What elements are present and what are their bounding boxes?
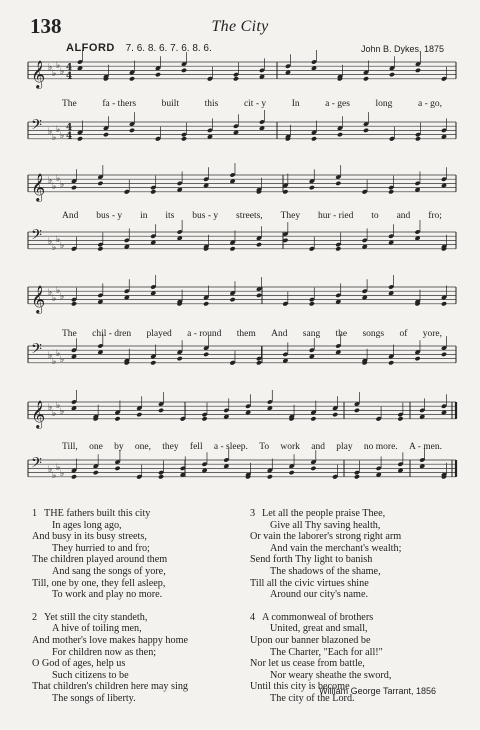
- verse-line: Nor weary sheathe the sword,: [270, 669, 392, 681]
- verse-line: And sang the songs of yore,: [52, 565, 166, 577]
- bass-clef-icon: 𝄢: [31, 341, 42, 361]
- note-head: [354, 408, 360, 413]
- note-head: [229, 297, 235, 302]
- flat-icon: ♭: [48, 176, 53, 186]
- flat-icon: ♭: [52, 243, 57, 253]
- note-head: [363, 76, 369, 81]
- verse-line: Till, one by one, they fell asleep,: [32, 577, 166, 589]
- text-author: William George Tarrant, 1856: [319, 686, 436, 696]
- meter: 7. 6. 8. 6. 7. 6. 8. 6.: [125, 43, 212, 54]
- time-signature: 4: [66, 123, 73, 133]
- flat-icon: ♭: [52, 182, 57, 192]
- note-head: [441, 301, 447, 306]
- treble-clef-icon: 𝄞: [31, 59, 46, 88]
- flat-icon: ♭: [48, 63, 53, 73]
- flat-icon: ♭: [60, 180, 65, 190]
- verse-line: Give all Thy saving health,: [270, 519, 381, 531]
- lyric-syllable: in: [140, 211, 148, 221]
- verse-line: The children played around them: [32, 554, 168, 566]
- bass-clef-icon: 𝄢: [31, 455, 42, 475]
- lyric-line: [62, 99, 442, 109]
- flat-icon: ♭: [52, 133, 57, 143]
- lyric-syllable: and: [311, 442, 325, 452]
- lyric-syllable: sang: [302, 329, 321, 339]
- note-head: [201, 416, 207, 421]
- flat-icon: ♭: [48, 288, 53, 298]
- flat-icon: ♭: [56, 235, 61, 245]
- lyric-syllable: The: [62, 329, 77, 339]
- note-head: [71, 301, 77, 306]
- note-head: [309, 301, 315, 306]
- hymn-number: 138: [30, 14, 62, 38]
- note-head: [415, 136, 421, 141]
- note-head: [397, 416, 403, 421]
- verses-left-column: [32, 508, 242, 716]
- lyric-syllable: a - go,: [417, 99, 442, 109]
- verse-line: And busy in its busy streets,: [32, 531, 147, 543]
- note-head: [129, 76, 135, 81]
- verse-2: [32, 612, 242, 705]
- lyric-syllable: a - sleep.: [213, 442, 248, 452]
- verse-line: [32, 612, 242, 624]
- note-head: [256, 293, 262, 298]
- note-head: [310, 466, 316, 471]
- flat-icon: ♭: [56, 61, 61, 71]
- lyric-syllable: and: [396, 211, 411, 221]
- lyric-syllable: this: [204, 99, 219, 109]
- verse-line: O God of ages, help us: [32, 658, 126, 670]
- note-head: [414, 356, 420, 361]
- verse-line: Send forth Thy light to banish: [250, 554, 373, 566]
- lyric-syllable: bus - y: [96, 211, 123, 221]
- lyric-syllable: Till,: [62, 442, 78, 452]
- lyric-syllable: a - ges: [325, 99, 350, 109]
- verse-number: 1: [32, 508, 38, 519]
- note-head: [332, 412, 338, 417]
- lyric-syllable: And: [271, 329, 288, 339]
- note-head: [289, 470, 295, 475]
- verse-number: 2: [32, 611, 38, 623]
- bass-clef-icon: 𝄢: [31, 117, 42, 137]
- flat-icon: ♭: [48, 237, 53, 247]
- note-head: [389, 72, 395, 77]
- lyric-syllable: They: [280, 211, 301, 221]
- lyric-syllable: built: [161, 99, 180, 109]
- verse-line: And vain the merchant's wealth;: [270, 542, 402, 554]
- note-head: [150, 360, 156, 365]
- flat-icon: ♭: [56, 125, 61, 135]
- verse-line: The Charter, "Each for all!": [270, 646, 383, 658]
- lyric-syllable: one,: [134, 442, 151, 452]
- note-head: [177, 356, 183, 361]
- verse-line: Till all the civic virtues shine: [250, 577, 369, 589]
- note-head: [71, 185, 77, 190]
- note-head: [136, 412, 142, 417]
- flat-icon: ♭: [60, 407, 65, 417]
- note-head: [158, 408, 164, 413]
- note-head: [256, 242, 262, 247]
- treble-clef-icon: 𝄞: [31, 172, 46, 201]
- lyric-syllable: The: [62, 99, 77, 109]
- lyric-line: [62, 442, 442, 452]
- verse-line: [250, 612, 460, 624]
- lyric-syllable: In: [291, 99, 300, 109]
- note-head: [335, 181, 341, 186]
- flat-icon: ♭: [60, 241, 65, 251]
- verse-line: Around our city's name.: [270, 589, 369, 601]
- lyric-syllable: long: [375, 99, 393, 109]
- flat-icon: ♭: [52, 409, 57, 419]
- lyric-syllable: fro;: [428, 211, 442, 221]
- note-head: [114, 416, 120, 421]
- lyric-syllable: cit - y: [243, 99, 267, 109]
- verse-line: They hurried to and fro;: [52, 542, 150, 554]
- flat-icon: ♭: [56, 401, 61, 411]
- note-head: [77, 136, 83, 141]
- verse-line-text: A commonweal of brothers: [262, 611, 374, 623]
- bass-clef-icon: 𝄢: [31, 227, 42, 247]
- verse-line: The shadows of the shame,: [270, 565, 381, 577]
- flat-icon: ♭: [48, 465, 53, 475]
- lyric-syllable: played: [146, 329, 172, 339]
- flat-icon: ♭: [52, 69, 57, 79]
- note-head: [441, 352, 447, 357]
- time-signature: 4: [66, 131, 73, 142]
- verse-line: For children now as then;: [52, 646, 157, 658]
- lyric-syllable: of: [399, 329, 408, 339]
- verse-line: [250, 508, 460, 520]
- verse-line-text: Yet still the city standeth,: [44, 611, 148, 623]
- verse-1: [32, 508, 242, 601]
- flat-icon: ♭: [60, 355, 65, 365]
- flat-icon: ♭: [56, 286, 61, 296]
- lyric-syllable: no more.: [363, 442, 398, 452]
- note-head: [256, 360, 262, 365]
- flat-icon: ♭: [56, 463, 61, 473]
- lyric-syllable: fa - thers: [102, 99, 137, 109]
- time-signature: 4: [66, 71, 73, 82]
- lyric-syllable: by: [114, 442, 124, 452]
- lyric-syllable: fell: [189, 442, 203, 452]
- note-head: [310, 416, 316, 421]
- treble-clef-icon: 𝄞: [31, 399, 46, 428]
- flat-icon: ♭: [48, 403, 53, 413]
- note-head: [93, 470, 99, 475]
- lyric-syllable: them: [236, 329, 256, 339]
- verses-right-column: [250, 508, 460, 716]
- lyric-syllable: And: [62, 211, 79, 221]
- verse-line: [32, 508, 242, 520]
- lyric-syllable: hur - ried: [318, 211, 354, 221]
- note-head: [71, 474, 77, 479]
- composer: John B. Dykes, 1875: [360, 44, 444, 54]
- note-head: [363, 128, 369, 133]
- lyric-syllable: one: [89, 442, 103, 452]
- lyric-syllable: bus - y: [192, 211, 219, 221]
- lyric-syllable: play: [336, 442, 353, 452]
- verse-line: Such citizens to be: [52, 669, 129, 681]
- lyric-syllable: its: [165, 211, 175, 221]
- note-head: [311, 136, 317, 141]
- note-head: [203, 352, 209, 357]
- treble-clef-icon: 𝄞: [31, 284, 46, 313]
- flat-icon: ♭: [60, 67, 65, 77]
- flat-icon: ♭: [60, 469, 65, 479]
- lyric-syllable: work: [280, 442, 300, 452]
- lyric-syllable: they: [162, 442, 179, 452]
- verse-line-text: Let all the people praise Thee,: [262, 508, 386, 519]
- tune-name: ALFORD: [66, 42, 115, 54]
- note-head: [181, 68, 187, 73]
- verse-number: 4: [250, 611, 256, 623]
- note-head: [155, 72, 161, 77]
- note-head: [309, 185, 315, 190]
- note-head: [267, 474, 273, 479]
- note-head: [97, 181, 103, 186]
- flat-icon: ♭: [52, 357, 57, 367]
- note-head: [97, 246, 103, 251]
- verse-line: Until this city is become: [250, 681, 350, 693]
- lyric-syllable: songs: [362, 329, 385, 339]
- note-head: [388, 189, 394, 194]
- note-head: [354, 474, 360, 479]
- verse-line: Nor let us cease from battle,: [250, 658, 365, 670]
- note-head: [337, 132, 343, 137]
- time-signature: 4: [66, 63, 73, 73]
- verse-line: And mother's love makes happy home: [32, 634, 189, 646]
- verse-line: In ages long ago,: [52, 519, 122, 531]
- verse-line: Upon our banner blazoned be: [250, 634, 371, 646]
- lyric-syllable: yore,: [422, 329, 442, 339]
- verse-line: United, great and small,: [270, 623, 368, 635]
- flat-icon: ♭: [56, 349, 61, 359]
- lyric-syllable: chil - dren: [92, 329, 132, 339]
- note-head: [233, 76, 239, 81]
- hymn-title: The City: [211, 18, 269, 35]
- flat-icon: ♭: [60, 131, 65, 141]
- flat-icon: ♭: [52, 471, 57, 481]
- note-head: [150, 189, 156, 194]
- note-head: [415, 68, 421, 73]
- verse-line: That children's children here may sing: [32, 681, 189, 693]
- lyric-syllable: the: [335, 329, 348, 339]
- lyric-line: [62, 329, 442, 339]
- note-head: [158, 474, 164, 479]
- lyric-line: [62, 211, 442, 221]
- lyric-syllable: A - men.: [408, 442, 442, 452]
- verse-line: The city of the Lord.: [270, 692, 355, 704]
- note-head: [203, 301, 209, 306]
- note-head: [388, 360, 394, 365]
- note-head: [181, 136, 187, 141]
- note-head: [103, 132, 109, 137]
- flat-icon: ♭: [48, 127, 53, 137]
- flat-icon: ♭: [56, 174, 61, 184]
- note-head: [229, 246, 235, 251]
- lyric-syllable: streets,: [236, 211, 263, 221]
- note-head: [114, 466, 120, 471]
- verse-line-text: THE fathers built this city: [44, 508, 151, 519]
- verse-line: A hive of toiling men,: [52, 623, 142, 635]
- note-head: [335, 246, 341, 251]
- flat-icon: ♭: [48, 351, 53, 361]
- lyric-syllable: a - round: [187, 329, 222, 339]
- note-head: [129, 128, 135, 133]
- verse-line: The songs of liberty.: [52, 692, 136, 704]
- verse-number: 3: [250, 508, 256, 519]
- verse-line: To work and play no more.: [52, 589, 163, 601]
- lyric-syllable: to: [371, 211, 379, 221]
- verse-line: Or vain the laborer's strong right arm: [250, 531, 402, 543]
- flat-icon: ♭: [60, 292, 65, 302]
- lyric-syllable: To: [259, 442, 270, 452]
- verse-3: [250, 508, 460, 601]
- flat-icon: ♭: [52, 294, 57, 304]
